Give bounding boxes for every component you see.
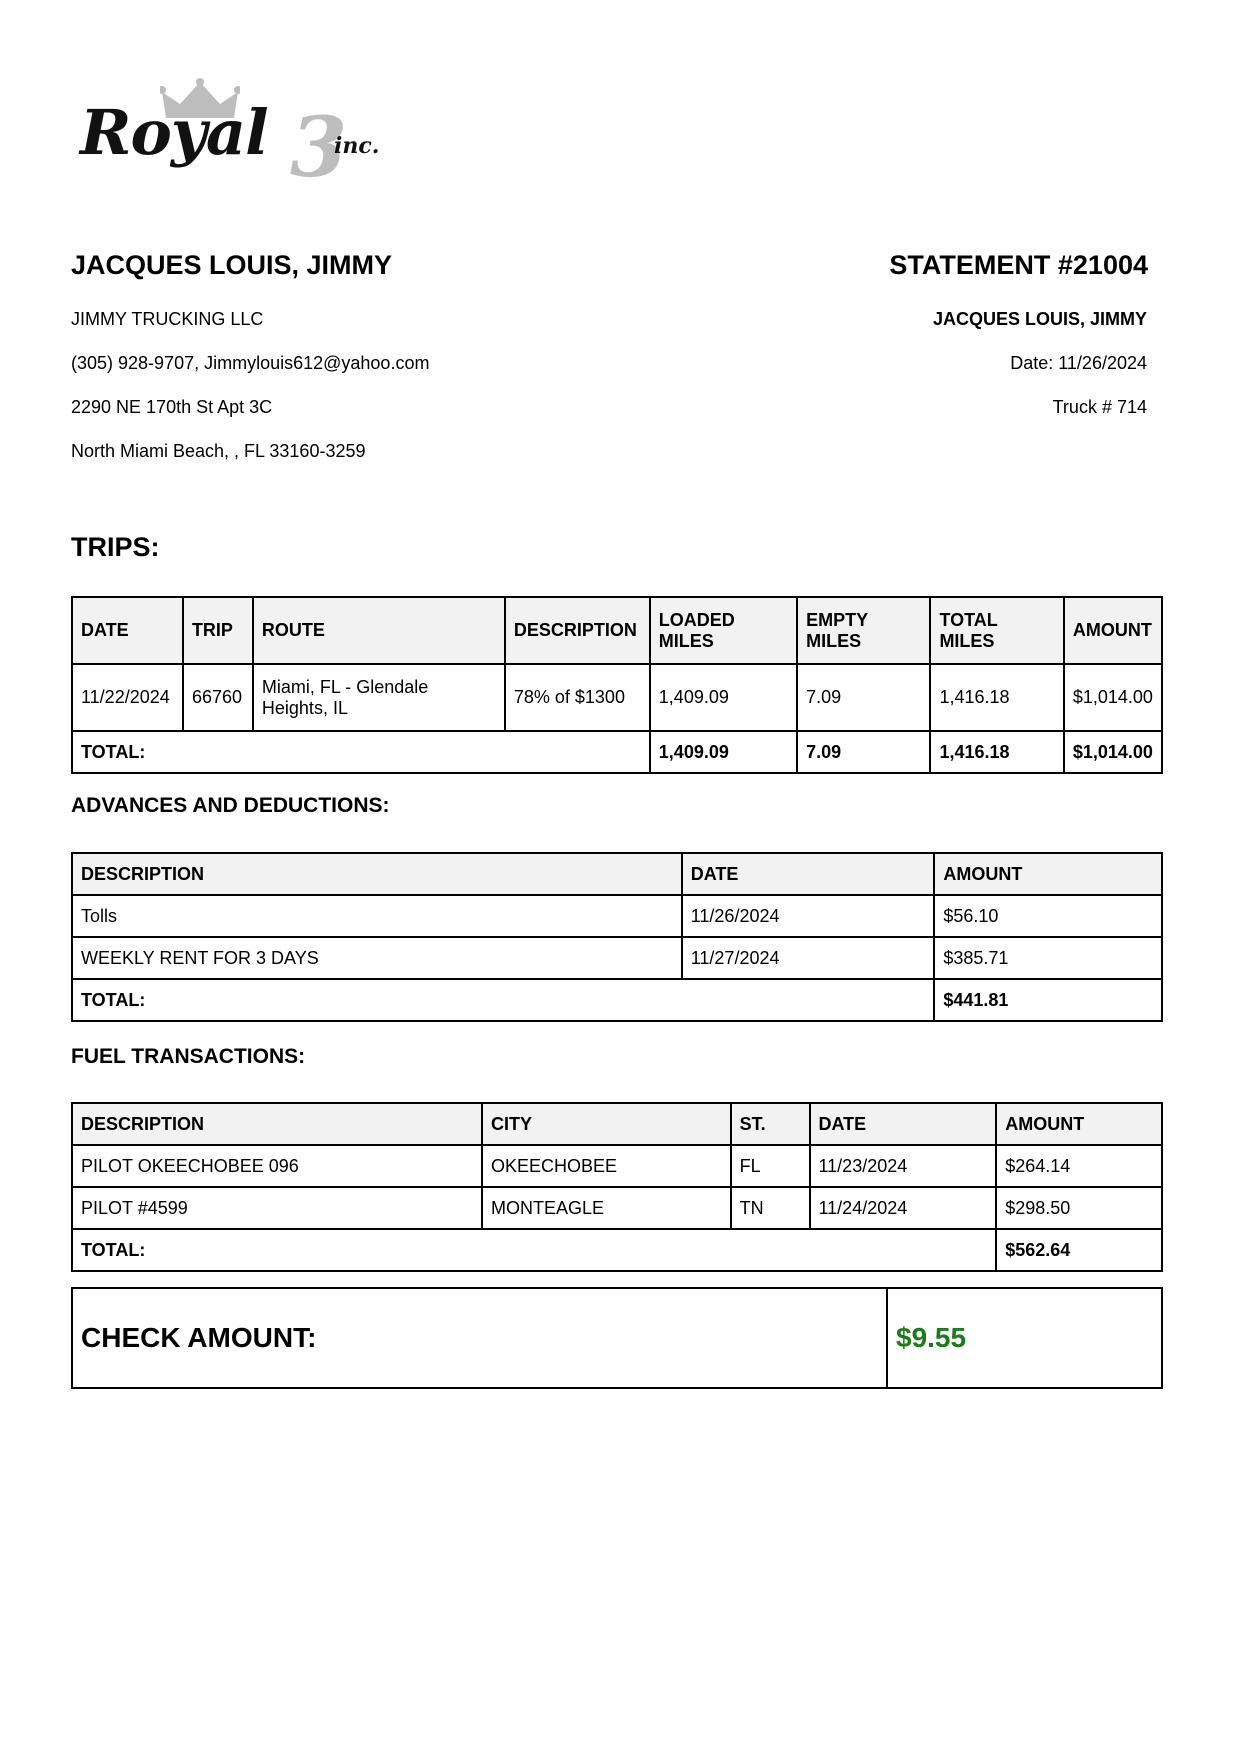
fuel-date: 11/23/2024 (810, 1145, 997, 1187)
column-header: DESCRIPTION (72, 853, 682, 895)
fuel-amount: $264.14 (996, 1145, 1162, 1187)
advances-table (71, 852, 1163, 1022)
column-header: AMOUNT (996, 1103, 1162, 1145)
column-header: TRIP (183, 597, 253, 664)
check-amount-label: CHECK AMOUNT: (73, 1289, 888, 1387)
fuel-amount: $298.50 (996, 1187, 1162, 1229)
fuel-city: MONTEAGLE (482, 1187, 731, 1229)
column-header: TOTAL MILES (930, 597, 1063, 664)
company-name: JIMMY TRUCKING LLC (71, 309, 264, 329)
deduction-amount: $56.10 (934, 895, 1162, 937)
fuel-table (71, 1102, 1163, 1272)
fuel-state: TN (731, 1187, 810, 1229)
fuel-city: OKEECHOBEE (482, 1145, 731, 1187)
statement-number: STATEMENT #21004 (889, 250, 1148, 280)
address-line-2: North Miami Beach, , FL 33160-3259 (71, 441, 366, 461)
trip-amount: $1,014.00 (1064, 664, 1162, 731)
contact-info: (305) 928-9707, Jimmylouis612@yahoo.com (71, 353, 430, 373)
advances-title: ADVANCES AND DEDUCTIONS: (71, 794, 390, 817)
fuel-description: PILOT #4599 (72, 1187, 482, 1229)
statement-date: Date: 11/26/2024 (1010, 353, 1147, 373)
column-header: DATE (72, 597, 183, 664)
total-amount: $1,014.00 (1064, 731, 1162, 773)
fuel-title: FUEL TRANSACTIONS: (71, 1045, 306, 1068)
table-row (72, 1145, 1162, 1187)
trips-title: TRIPS: (71, 532, 160, 562)
fuel-date: 11/24/2024 (810, 1187, 997, 1229)
fuel-header-row (72, 1103, 1162, 1145)
logo-number: 3 (290, 100, 348, 196)
column-header: ST. (731, 1103, 810, 1145)
deduction-date: 11/27/2024 (682, 937, 935, 979)
trip-route: Miami, FL - Glendale Heights, IL (253, 664, 505, 731)
trips-header-row (72, 597, 1162, 664)
deduction-description: Tolls (72, 895, 682, 937)
table-row (72, 664, 1162, 731)
trip-description: 78% of $1300 (505, 664, 650, 731)
total-amount: $562.64 (996, 1229, 1162, 1271)
trip-empty-miles: 7.09 (797, 664, 930, 731)
deduction-date: 11/26/2024 (682, 895, 935, 937)
check-amount-box (71, 1287, 1163, 1389)
trips-total-row (72, 731, 1162, 773)
total-label: TOTAL: (72, 979, 934, 1021)
trip-date: 11/22/2024 (72, 664, 183, 731)
column-header: DESCRIPTION (72, 1103, 482, 1145)
table-row (72, 937, 1162, 979)
column-header: EMPTY MILES (797, 597, 930, 664)
truck-number: Truck # 714 (1052, 397, 1147, 417)
table-row (72, 1187, 1162, 1229)
address-line-1: 2290 NE 170th St Apt 3C (71, 397, 273, 417)
column-header: DESCRIPTION (505, 597, 650, 664)
logo-wordmark: Royal (80, 96, 268, 169)
fuel-total-row (72, 1229, 1162, 1271)
total-amount: $441.81 (934, 979, 1162, 1021)
check-amount-value: $9.55 (896, 1322, 967, 1353)
advances-total-row (72, 979, 1162, 1021)
total-empty-miles: 7.09 (797, 731, 930, 773)
table-row (72, 895, 1162, 937)
trips-table (71, 596, 1163, 774)
column-header: DATE (810, 1103, 997, 1145)
total-loaded-miles: 1,409.09 (650, 731, 797, 773)
column-header: AMOUNT (934, 853, 1162, 895)
column-header: DATE (682, 853, 935, 895)
statement-driver-name: JACQUES LOUIS, JIMMY (932, 309, 1147, 329)
column-header: CITY (482, 1103, 731, 1145)
logo-suffix: inc. (334, 133, 380, 159)
driver-name: JACQUES LOUIS, JIMMY (71, 250, 393, 280)
advances-header-row (72, 853, 1162, 895)
column-header: AMOUNT (1064, 597, 1162, 664)
deduction-description: WEEKLY RENT FOR 3 DAYS (72, 937, 682, 979)
total-miles: 1,416.18 (930, 731, 1063, 773)
total-label: TOTAL: (72, 731, 650, 773)
column-header: LOADED MILES (650, 597, 797, 664)
column-header: ROUTE (253, 597, 505, 664)
fuel-state: FL (731, 1145, 810, 1187)
total-label: TOTAL: (72, 1229, 996, 1271)
deduction-amount: $385.71 (934, 937, 1162, 979)
fuel-description: PILOT OKEECHOBEE 096 (72, 1145, 482, 1187)
trip-number: 66760 (183, 664, 253, 731)
company-logo (72, 78, 392, 196)
trip-total-miles: 1,416.18 (930, 664, 1063, 731)
trip-loaded-miles: 1,409.09 (650, 664, 797, 731)
